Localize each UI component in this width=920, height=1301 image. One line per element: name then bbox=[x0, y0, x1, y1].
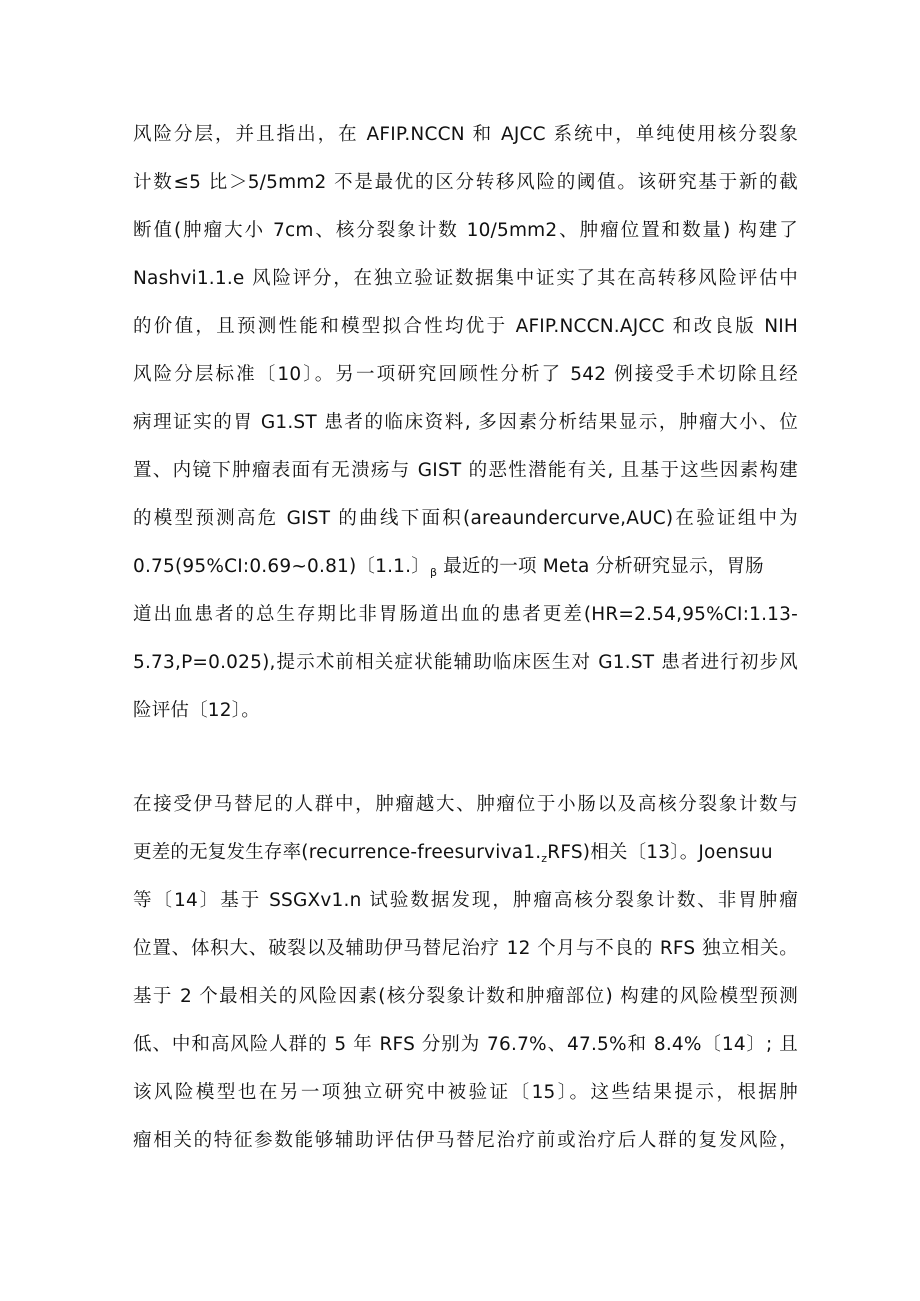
subscript-mark: β bbox=[429, 566, 438, 579]
text-line: 病理证实的胃 G1.ST 患者的临床资料, 多因素分析结果显示，肿瘤大小、位 bbox=[133, 412, 798, 433]
text-line: 基于 2 个最相关的风险因素(核分裂象计数和肿瘤部位) 构建的风险模型预测 bbox=[133, 986, 798, 1007]
text-segment: 更差的无复发生存率(recurrence-freesurviva1. bbox=[133, 842, 542, 863]
text-line: 道出血患者的总生存期比非胃肠道出血的患者更差(HR=2.54,95%CI:1.13- bbox=[133, 604, 798, 625]
text-line: 险评估〔12〕。 bbox=[133, 700, 260, 721]
text-line: 风险分层，并且指出，在 AFIP.NCCN 和 AJCC 系统中，单纯使用核分裂象 bbox=[133, 124, 798, 145]
text-line: 的价值，且预测性能和模型拟合性均优于 AFIP.NCCN.AJCC 和改良版 NIH bbox=[133, 316, 798, 337]
text-line bbox=[133, 838, 798, 868]
text-continuation: RFS)相关〔13〕。Joensuu bbox=[547, 842, 773, 863]
text-line: 断值(肿瘤大小 7cm、核分裂象计数 10/5mm2、肿瘤位置和数量) 构建了 bbox=[133, 220, 798, 241]
text-line bbox=[133, 552, 798, 582]
text-line: 位置、体积大、破裂以及辅助伊马替尼治疗 12 个月与不良的 RFS 独立相关。 bbox=[133, 938, 798, 959]
text-line: 的模型预测高危 GIST 的曲线下面积(areaundercurve,AUC)在验证组中为 bbox=[133, 508, 798, 529]
text-line: Nashvi1.1.e 风险评分，在独立验证数据集中证实了其在高转移风险评估中 bbox=[133, 268, 798, 289]
text-continuation: 最近的一项 Meta 分析研究显示，胃肠 bbox=[443, 556, 764, 577]
text-line: 风险分层标准〔10〕。另一项研究回顾性分析了 542 例接受手术切除且经 bbox=[133, 364, 798, 385]
citation-text: 0.75(95%CI:0.69~0.81)〔1.1.〕 bbox=[133, 556, 430, 577]
text-line: 瘤相关的特征参数能够辅助评估伊马替尼治疗前或治疗后人群的复发风险， bbox=[133, 1130, 798, 1151]
subscript-mark: z bbox=[541, 852, 548, 865]
text-line: 置、内镜下肿瘤表面有无溃疡与 GIST 的恶性潜能有关, 且基于这些因素构建 bbox=[133, 460, 798, 481]
text-line: 5.73,P=0.025),提示术前相关症状能辅助临床医生对 G1.ST 患者进行初步风 bbox=[133, 652, 798, 673]
text-line: 计数≤5 比＞5/5mm2 不是最优的区分转移风险的阈值。该研究基于新的截 bbox=[133, 172, 798, 193]
text-line: 等〔14〕基于 SSGXv1.n 试验数据发现，肿瘤高核分裂象计数、非胃肿瘤 bbox=[133, 890, 798, 911]
text-line: 该风险模型也在另一项独立研究中被验证〔15〕。这些结果提示，根据肿 bbox=[133, 1082, 798, 1103]
text-line: 低、中和高风险人群的 5 年 RFS 分别为 76.7%、47.5%和 8.4%〔14〕; 且 bbox=[133, 1034, 798, 1055]
text-line: 在接受伊马替尼的人群中，肿瘤越大、肿瘤位于小肠以及高核分裂象计数与 bbox=[133, 794, 798, 815]
